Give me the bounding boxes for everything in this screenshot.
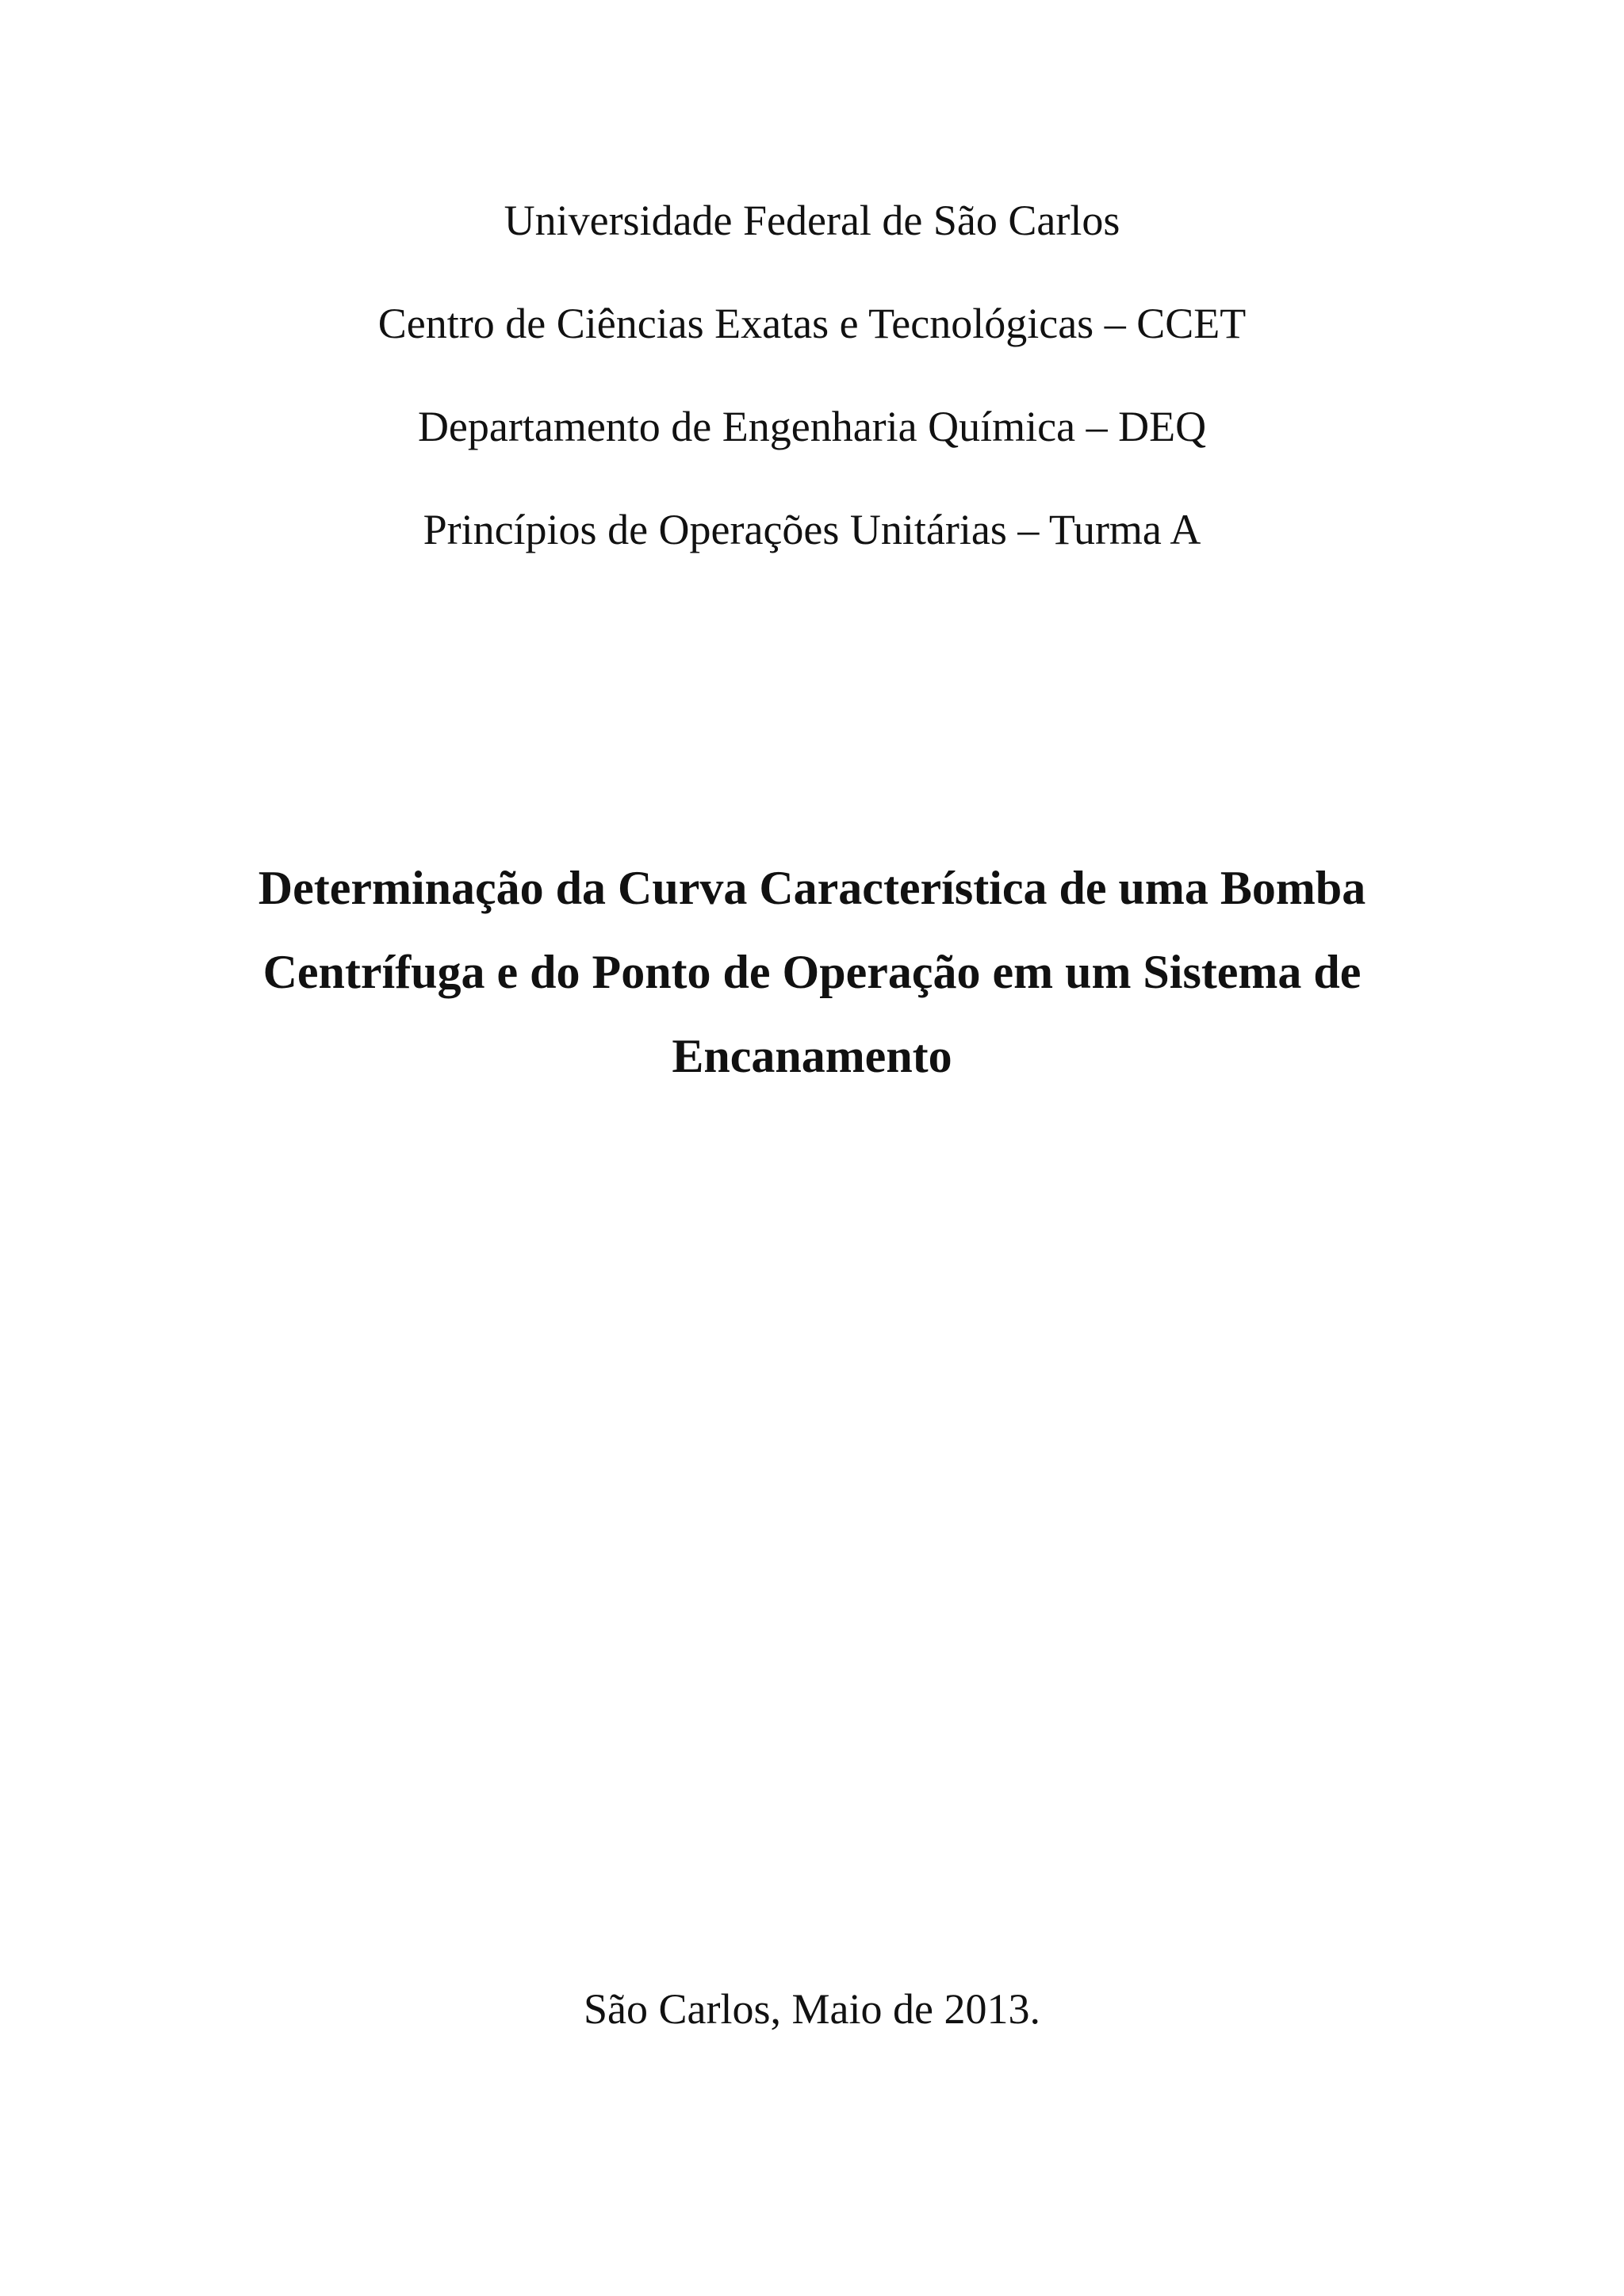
course-name: Princípios de Operações Unitárias – Turma A <box>423 506 1201 553</box>
center-name: Centro de Ciências Exatas e Tecnológicas – CCET <box>377 300 1247 347</box>
document-title-line-2: Centrífuga e do Ponto de Operação em um Sistema de <box>262 946 1362 998</box>
document-title-line-1: Determinação da Curva Característica de uma Bomba <box>258 862 1366 914</box>
place-and-date: São Carlos, Maio de 2013. <box>584 1985 1040 2033</box>
document-title-line-3: Encanamento <box>672 1030 952 1082</box>
department-name: Departamento de Engenharia Química – DEQ <box>417 403 1207 450</box>
university-name: Universidade Federal de São Carlos <box>504 197 1120 244</box>
